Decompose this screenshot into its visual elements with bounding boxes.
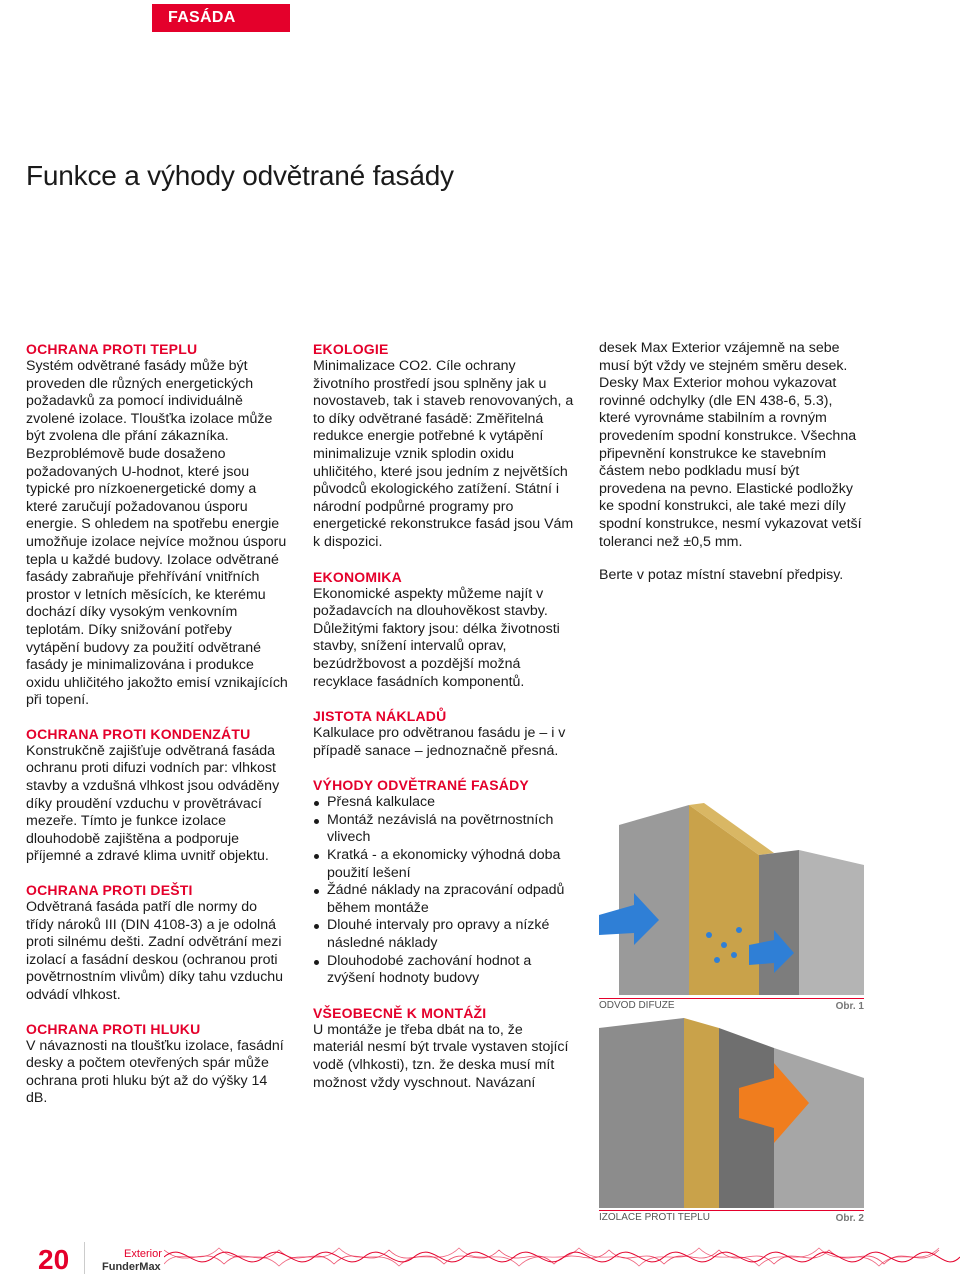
footer-divider: [84, 1242, 85, 1274]
section-heading: OCHRANA PROTI KONDENZÁTU: [26, 725, 251, 742]
section-ecology: [313, 340, 575, 552]
section-heading: OCHRANA PROTI TEPLU: [26, 341, 198, 357]
section-noise: [26, 1020, 288, 1108]
paragraph: desek Max Exterior vzájemně na sebe musí být vždy ve stejném směru desek. Desky Max Exterior mohou vykazovat rovinné odchylky (dle EN 438-6, 5.3), které vyrovnáme stabilním a rovným provedením spodní konstrukce. Všechna připevnění konstrukce ke stavebním částem nebo podkladu musí být provedena na pevno. Elastické podložky ke spodní konstrukci, ale také mezi díly spodní konstrukce, nesmí vykazovat vetší toleranci než ±0,5 mm.: [599, 340, 862, 550]
section-heading: EKOLOGIE: [313, 341, 389, 357]
section-cost-certainty: [313, 707, 575, 760]
section-text: Ekonomické aspekty můžeme najít v požadavcích na dlouhověkost stavby. Důležitými faktory jsou: délka životnosti stavby, snížení intervalů oprav, bezúdržbovost a pozdější možná recyklace fasádních komponentů.: [313, 585, 560, 690]
page-title: Funkce a výhody odvětrané fasády: [26, 160, 454, 191]
section-advantages: [313, 776, 575, 988]
brand-fundermax: FunderMax: [102, 1261, 161, 1273]
brand-exterior: Exterior: [124, 1248, 162, 1260]
section-heading: VÝHODY ODVĚTRANÉ FASÁDY: [313, 777, 529, 794]
section-heat: [26, 340, 288, 710]
paragraph: Berte v potaz místní stavební předpisy.: [599, 567, 844, 584]
list-item: Dlouhé intervaly pro opravy a nízké následné náklady: [313, 917, 575, 952]
list-item: Montáž nezávislá na povětrnostních vlivech: [313, 812, 575, 847]
list-item: Dlouhodobé zachování hodnot a zvýšení hodnoty budovy: [313, 953, 575, 988]
list-item: Žádné náklady na zpracování odpadů během montáže: [313, 882, 575, 917]
section-heading: OCHRANA PROTI DEŠTI: [26, 882, 193, 899]
section-text: V návaznosti na tloušťku izolace, fasádní desky a počtem otevřených spár může ochrana proti hluku být až do výšky 14 dB.: [26, 1037, 284, 1107]
decorative-pattern: [164, 1240, 960, 1274]
list-item: Kratká - a ekonomicky výhodná doba použití lešení: [313, 847, 575, 882]
page-number: 20: [38, 1244, 70, 1275]
section-condensate: [26, 725, 288, 866]
figure-number: Obr. 1: [835, 1001, 864, 1012]
caption-text: IZOLACE PROTI TEPLU: [599, 1212, 710, 1223]
section-installation: [313, 1004, 575, 1092]
section-heading: EKONOMIKA: [313, 568, 402, 585]
advantages-list: [313, 794, 575, 988]
section-heading: OCHRANA PROTI HLUKU: [26, 1020, 201, 1037]
column-3: [599, 340, 864, 585]
column-2: [313, 340, 575, 1108]
section-text: Konstrukčně zajišťuje odvětraná fasáda ochranu proti difuzi vodních par: vlhkost stavby a vzdušná vlhkost jsou odváděny díky proudění vzduchu v provětrávací mezeře. Tímto je funkce izolace dlouhodobě zajištěna a podporuje příjemné a zdravé klima uvnitř objektu.: [26, 742, 280, 865]
figure-number: Obr. 2: [835, 1213, 864, 1224]
figure-caption: [599, 1210, 864, 1223]
section-rain: [26, 881, 288, 1005]
section-text: Odvětraná fasáda patří dle normy do třídy nároků III (DIN 4108-3) a je odolná proti silnému dešti. Zadní odvětrání mezi izolací a fasádní deskou (ochranou proti povětrnostním vlivům) díky tahu vzduchu odvádí vlhkost.: [26, 899, 284, 1003]
column-1: [26, 340, 288, 1123]
section-tag: FASÁDA: [152, 4, 290, 32]
figure-caption: [599, 998, 864, 1011]
section-heading: VŠEOBECNĚ K MONTÁŽI: [313, 1004, 487, 1021]
section-text: Systém odvětrané fasády může být proveden dle různých energetických požadavků za pomocí individuálně zvolené izolace. Tloušťka izolace může být zvolena dle přání zákazníka. Bezproblémově bude dosaženo požadovaných U-hodnot, které jsou typické pro nízkoenergetické domy a které zaručují požadovanou úsporu energie. S ohledem na spotřebu energie umožňuje izolace nejvíce možnou úsporu tepla u každé budovy. Izolace odvětrané fasády zabraňuje přehřívání vnitřních prostor v letních měsících, ke kterému dochází díky vysokým venkovním teplotám. Díky snižování potřeby vytápění budovy za použití odvětrané fasády je minimalizována i produkce oxidu uhličitého jakožto emisí vznikajících při topení.: [26, 358, 288, 709]
list-item: Přesná kalkulace: [313, 794, 575, 812]
figure-insulation-image: [599, 1018, 864, 1208]
section-text: Kalkulace pro odvětranou fasádu je – i v případě sanace – jednoznačně přesná.: [313, 725, 566, 759]
section-text: Minimalizace CO2. Cíle ochrany životního prostředí jsou splněny jak u novostaveb, tak i staveb renovovaných, a to díky odvětrané fasádě: Změřitelná redukce energie potřebné k vytápění minimalizuje vznik splodin oxidu uhličitého, které jsou jedním z největších původců ekologického zatížení. Státní i národní podpůrné programy pro energetické rekonstrukce fasád jsou Vám k dispozici.: [313, 358, 574, 550]
figure-diffusion-image: [599, 795, 864, 995]
section-heading: JISTOTA NÁKLADŮ: [313, 708, 447, 725]
section-text: U montáže je třeba dbát na to, že materiál nesmí být trvale vystaven stojící vodě (vlhkosti), tzn. že deska musí mít možnost vždy vyschnout. Navázaní: [313, 1021, 569, 1091]
section-economy: [313, 568, 575, 692]
caption-text: ODVOD DIFUZE: [599, 1000, 675, 1011]
